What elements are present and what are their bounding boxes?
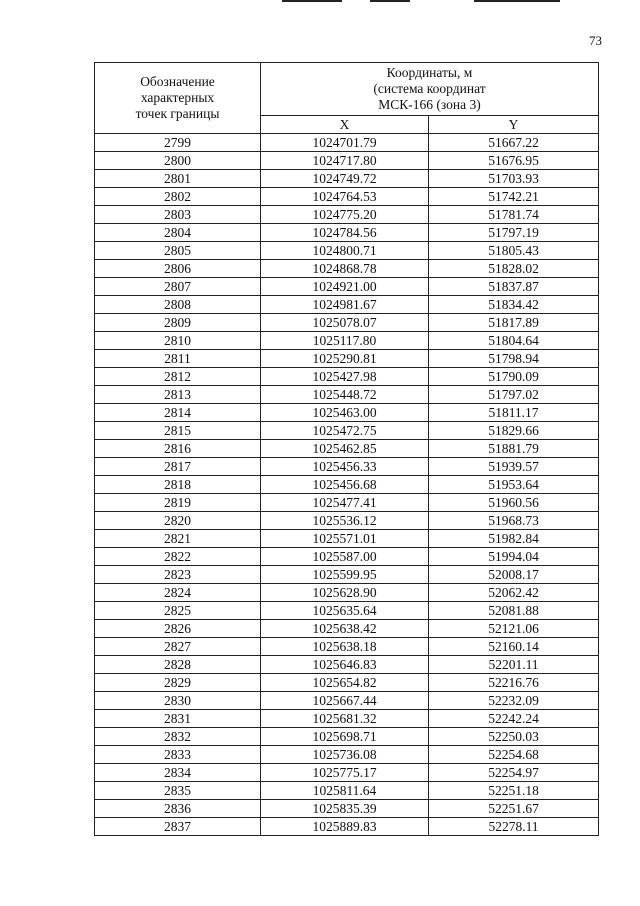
point-header-line-3: точек границы bbox=[135, 106, 220, 121]
x-coordinate-cell: 1025667.44 bbox=[261, 692, 429, 710]
table-row bbox=[95, 134, 599, 152]
table-row bbox=[95, 530, 599, 548]
y-coordinate-cell: 52278.11 bbox=[429, 818, 599, 836]
x-coordinate-cell: 1025681.32 bbox=[261, 710, 429, 728]
y-coordinate-cell: 52121.06 bbox=[429, 620, 599, 638]
table-row bbox=[95, 422, 599, 440]
point-id-cell: 2805 bbox=[95, 242, 261, 260]
coords-header-line-2: (система координат bbox=[373, 81, 486, 96]
point-id-cell: 2799 bbox=[95, 134, 261, 152]
table-row bbox=[95, 314, 599, 332]
y-column-header: Y bbox=[429, 116, 599, 134]
x-coordinate-cell: 1025536.12 bbox=[261, 512, 429, 530]
point-id-cell: 2832 bbox=[95, 728, 261, 746]
x-coordinate-cell: 1025646.83 bbox=[261, 656, 429, 674]
table-body bbox=[95, 134, 599, 836]
point-id-cell: 2822 bbox=[95, 548, 261, 566]
x-coordinate-cell: 1025638.42 bbox=[261, 620, 429, 638]
table-row bbox=[95, 584, 599, 602]
y-coordinate-cell: 51797.02 bbox=[429, 386, 599, 404]
y-coordinate-cell: 51798.94 bbox=[429, 350, 599, 368]
x-coordinate-cell: 1024784.56 bbox=[261, 224, 429, 242]
y-coordinate-cell: 51968.73 bbox=[429, 512, 599, 530]
x-coordinate-cell: 1024717.80 bbox=[261, 152, 429, 170]
y-coordinate-cell: 52242.24 bbox=[429, 710, 599, 728]
table-row bbox=[95, 368, 599, 386]
x-coordinate-cell: 1025698.71 bbox=[261, 728, 429, 746]
x-coordinate-cell: 1025775.17 bbox=[261, 764, 429, 782]
y-coordinate-cell: 52062.42 bbox=[429, 584, 599, 602]
point-id-cell: 2827 bbox=[95, 638, 261, 656]
table-row bbox=[95, 188, 599, 206]
y-coordinate-cell: 52232.09 bbox=[429, 692, 599, 710]
table-row bbox=[95, 512, 599, 530]
scan-top-rule-2 bbox=[370, 0, 410, 2]
point-id-cell: 2815 bbox=[95, 422, 261, 440]
y-coordinate-cell: 52081.88 bbox=[429, 602, 599, 620]
table-row bbox=[95, 692, 599, 710]
table-row bbox=[95, 296, 599, 314]
point-id-cell: 2821 bbox=[95, 530, 261, 548]
x-coordinate-cell: 1025456.33 bbox=[261, 458, 429, 476]
x-coordinate-cell: 1025427.98 bbox=[261, 368, 429, 386]
x-coordinate-cell: 1025889.83 bbox=[261, 818, 429, 836]
x-coordinate-cell: 1025290.81 bbox=[261, 350, 429, 368]
y-coordinate-cell: 52251.67 bbox=[429, 800, 599, 818]
table-row bbox=[95, 476, 599, 494]
table-row bbox=[95, 494, 599, 512]
point-id-cell: 2817 bbox=[95, 458, 261, 476]
point-header-line-1: Обозначение bbox=[140, 74, 215, 89]
x-coordinate-cell: 1025638.18 bbox=[261, 638, 429, 656]
y-coordinate-cell: 51804.64 bbox=[429, 332, 599, 350]
point-id-cell: 2824 bbox=[95, 584, 261, 602]
table-row bbox=[95, 764, 599, 782]
point-header-line-2: характерных bbox=[140, 90, 215, 105]
y-coordinate-cell: 51790.09 bbox=[429, 368, 599, 386]
table-row bbox=[95, 656, 599, 674]
point-id-cell: 2802 bbox=[95, 188, 261, 206]
y-coordinate-cell: 52160.14 bbox=[429, 638, 599, 656]
x-coordinate-cell: 1025811.64 bbox=[261, 782, 429, 800]
point-id-cell: 2823 bbox=[95, 566, 261, 584]
table-row bbox=[95, 350, 599, 368]
point-id-cell: 2813 bbox=[95, 386, 261, 404]
table-row bbox=[95, 242, 599, 260]
point-id-cell: 2835 bbox=[95, 782, 261, 800]
x-coordinate-cell: 1025472.75 bbox=[261, 422, 429, 440]
x-coordinate-cell: 1024701.79 bbox=[261, 134, 429, 152]
point-id-cell: 2809 bbox=[95, 314, 261, 332]
table-row bbox=[95, 440, 599, 458]
x-column-header: X bbox=[261, 116, 429, 134]
table-row bbox=[95, 206, 599, 224]
page-number: 73 bbox=[589, 33, 602, 48]
point-id-cell: 2830 bbox=[95, 692, 261, 710]
point-id-cell: 2811 bbox=[95, 350, 261, 368]
coords-header-line-3: МСК-166 (зона 3) bbox=[378, 97, 481, 112]
x-coordinate-cell: 1025736.08 bbox=[261, 746, 429, 764]
point-id-cell: 2819 bbox=[95, 494, 261, 512]
point-id-cell: 2816 bbox=[95, 440, 261, 458]
table-row bbox=[95, 278, 599, 296]
scan-top-rule-1 bbox=[282, 0, 342, 2]
point-id-cell: 2808 bbox=[95, 296, 261, 314]
y-coordinate-cell: 52251.18 bbox=[429, 782, 599, 800]
table-row bbox=[95, 728, 599, 746]
table-row bbox=[95, 782, 599, 800]
point-id-cell: 2834 bbox=[95, 764, 261, 782]
y-coordinate-cell: 52254.97 bbox=[429, 764, 599, 782]
x-coordinate-cell: 1024764.53 bbox=[261, 188, 429, 206]
coordinates-column-header bbox=[261, 63, 599, 116]
table-row bbox=[95, 620, 599, 638]
point-id-cell: 2801 bbox=[95, 170, 261, 188]
point-id-cell: 2803 bbox=[95, 206, 261, 224]
y-coordinate-cell: 51939.57 bbox=[429, 458, 599, 476]
y-coordinate-cell: 51837.87 bbox=[429, 278, 599, 296]
y-coordinate-cell: 51829.66 bbox=[429, 422, 599, 440]
y-coordinate-cell: 51953.64 bbox=[429, 476, 599, 494]
table-row bbox=[95, 710, 599, 728]
y-coordinate-cell: 51828.02 bbox=[429, 260, 599, 278]
y-coordinate-cell: 51960.56 bbox=[429, 494, 599, 512]
coords-header-line-1: Координаты, м bbox=[386, 65, 473, 80]
x-coordinate-cell: 1025635.64 bbox=[261, 602, 429, 620]
table-row bbox=[95, 170, 599, 188]
x-coordinate-cell: 1025599.95 bbox=[261, 566, 429, 584]
table-row bbox=[95, 674, 599, 692]
table-row bbox=[95, 818, 599, 836]
table-row bbox=[95, 404, 599, 422]
y-coordinate-cell: 51703.93 bbox=[429, 170, 599, 188]
x-coordinate-cell: 1025654.82 bbox=[261, 674, 429, 692]
point-id-cell: 2833 bbox=[95, 746, 261, 764]
x-coordinate-cell: 1024868.78 bbox=[261, 260, 429, 278]
y-coordinate-cell: 51805.43 bbox=[429, 242, 599, 260]
point-id-cell: 2807 bbox=[95, 278, 261, 296]
x-coordinate-cell: 1024921.00 bbox=[261, 278, 429, 296]
point-column-header bbox=[95, 63, 261, 134]
point-id-cell: 2825 bbox=[95, 602, 261, 620]
table-row bbox=[95, 800, 599, 818]
x-coordinate-cell: 1024800.71 bbox=[261, 242, 429, 260]
y-coordinate-cell: 52216.76 bbox=[429, 674, 599, 692]
point-id-cell: 2818 bbox=[95, 476, 261, 494]
table-row bbox=[95, 746, 599, 764]
point-id-cell: 2831 bbox=[95, 710, 261, 728]
x-coordinate-cell: 1024749.72 bbox=[261, 170, 429, 188]
y-coordinate-cell: 51881.79 bbox=[429, 440, 599, 458]
scan-top-rule-3 bbox=[474, 0, 560, 2]
table-row bbox=[95, 638, 599, 656]
y-coordinate-cell: 52254.68 bbox=[429, 746, 599, 764]
point-id-cell: 2810 bbox=[95, 332, 261, 350]
y-coordinate-cell: 51781.74 bbox=[429, 206, 599, 224]
table-row bbox=[95, 566, 599, 584]
table-row bbox=[95, 458, 599, 476]
point-id-cell: 2837 bbox=[95, 818, 261, 836]
point-id-cell: 2826 bbox=[95, 620, 261, 638]
table-row bbox=[95, 224, 599, 242]
x-coordinate-cell: 1025477.41 bbox=[261, 494, 429, 512]
x-coordinate-cell: 1024775.20 bbox=[261, 206, 429, 224]
x-coordinate-cell: 1025462.85 bbox=[261, 440, 429, 458]
x-coordinate-cell: 1025117.80 bbox=[261, 332, 429, 350]
y-coordinate-cell: 51834.42 bbox=[429, 296, 599, 314]
x-coordinate-cell: 1025463.00 bbox=[261, 404, 429, 422]
y-coordinate-cell: 52201.11 bbox=[429, 656, 599, 674]
y-coordinate-cell: 51982.84 bbox=[429, 530, 599, 548]
y-coordinate-cell: 51811.17 bbox=[429, 404, 599, 422]
point-id-cell: 2814 bbox=[95, 404, 261, 422]
x-coordinate-cell: 1024981.67 bbox=[261, 296, 429, 314]
x-coordinate-cell: 1025448.72 bbox=[261, 386, 429, 404]
y-coordinate-cell: 51817.89 bbox=[429, 314, 599, 332]
point-id-cell: 2804 bbox=[95, 224, 261, 242]
table-row bbox=[95, 152, 599, 170]
point-id-cell: 2800 bbox=[95, 152, 261, 170]
point-id-cell: 2836 bbox=[95, 800, 261, 818]
point-id-cell: 2820 bbox=[95, 512, 261, 530]
y-coordinate-cell: 51676.95 bbox=[429, 152, 599, 170]
table-row bbox=[95, 602, 599, 620]
coordinates-table bbox=[94, 62, 599, 836]
x-coordinate-cell: 1025571.01 bbox=[261, 530, 429, 548]
point-id-cell: 2806 bbox=[95, 260, 261, 278]
table-row bbox=[95, 332, 599, 350]
point-id-cell: 2829 bbox=[95, 674, 261, 692]
y-coordinate-cell: 51797.19 bbox=[429, 224, 599, 242]
y-coordinate-cell: 52250.03 bbox=[429, 728, 599, 746]
x-coordinate-cell: 1025628.90 bbox=[261, 584, 429, 602]
table-row bbox=[95, 548, 599, 566]
x-coordinate-cell: 1025835.39 bbox=[261, 800, 429, 818]
x-coordinate-cell: 1025587.00 bbox=[261, 548, 429, 566]
y-coordinate-cell: 52008.17 bbox=[429, 566, 599, 584]
y-coordinate-cell: 51742.21 bbox=[429, 188, 599, 206]
y-coordinate-cell: 51994.04 bbox=[429, 548, 599, 566]
x-coordinate-cell: 1025456.68 bbox=[261, 476, 429, 494]
y-coordinate-cell: 51667.22 bbox=[429, 134, 599, 152]
x-coordinate-cell: 1025078.07 bbox=[261, 314, 429, 332]
table-row bbox=[95, 260, 599, 278]
table-row bbox=[95, 386, 599, 404]
point-id-cell: 2828 bbox=[95, 656, 261, 674]
point-id-cell: 2812 bbox=[95, 368, 261, 386]
